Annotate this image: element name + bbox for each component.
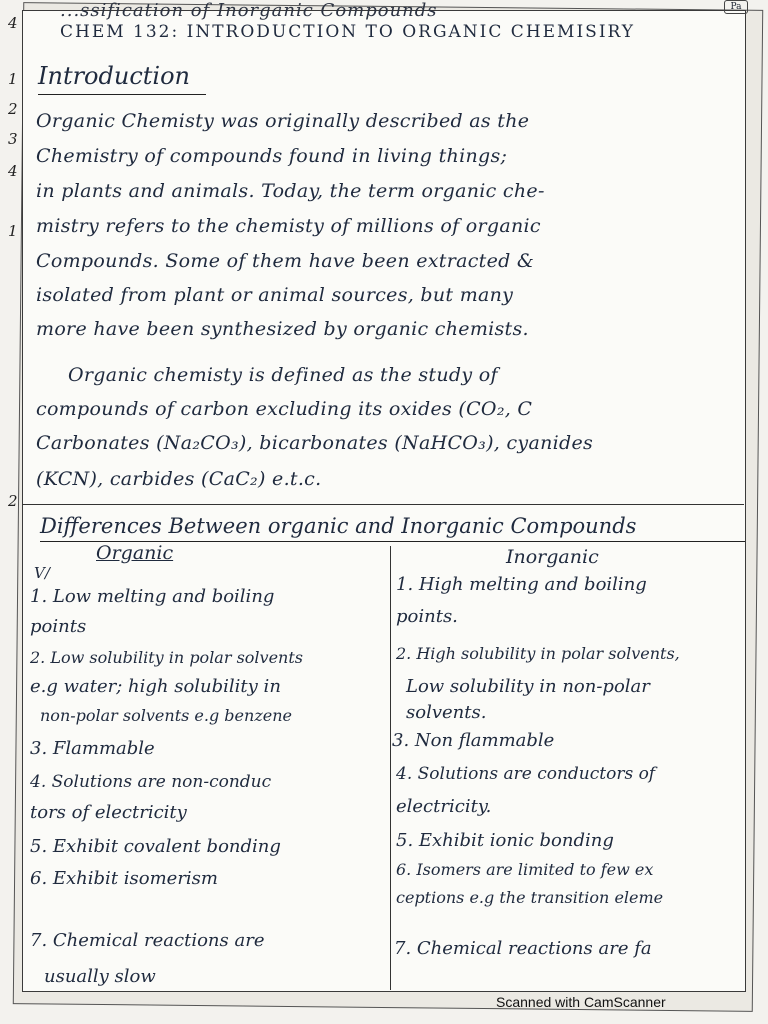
inorganic-item-line: points. (396, 606, 458, 627)
margin-number: 2 (8, 100, 18, 118)
organic-item-line: points (30, 616, 87, 637)
inorganic-item-line: electricity. (396, 796, 492, 817)
inorganic-item-line: 4. Solutions are conductors of (396, 764, 656, 784)
margin-number: 3 (8, 130, 18, 148)
inorganic-item-line: 6. Isomers are limited to few ex (396, 860, 654, 879)
organic-item-line: 4. Solutions are non-conduc (30, 772, 272, 792)
course-title: CHEM 132: INTRODUCTION TO ORGANIC CHEMISIRY (60, 22, 636, 42)
inorganic-item-line: 7. Chemical reactions are fa (394, 938, 652, 959)
inorganic-item-line: 1. High melting and boiling (396, 574, 647, 595)
definition-line: (KCN), carbides (CaC₂) e.t.c. (36, 468, 322, 490)
intro-line: Organic Chemisty was originally described as the (36, 110, 530, 132)
definition-line: compounds of carbon excluding its oxides (CO₂, C (36, 398, 533, 420)
organic-item-line: 6. Exhibit isomerism (30, 868, 218, 889)
organic-item-line: non-polar solvents e.g benzene (40, 706, 292, 725)
inorganic-item-line: Low solubility in non-polar (406, 676, 650, 697)
margin-number: 2 (8, 492, 18, 510)
tick-mark: V/ (34, 564, 50, 582)
organic-item-line: 3. Flammable (30, 738, 155, 759)
inorganic-item-line: 3. Non flammable (392, 730, 555, 751)
organic-item-line: 7. Chemical reactions are (30, 930, 265, 951)
organic-item-line: 1. Low melting and boiling (30, 586, 275, 607)
definition-line: Organic chemisty is defined as the study of (68, 364, 498, 386)
organic-item-line: e.g water; high solubility in (30, 676, 281, 697)
intro-line: mistry refers to the chemisty of millions of organic (36, 215, 541, 237)
organic-item-line: usually slow (44, 966, 156, 987)
organic-item-line: tors of electricity (30, 802, 187, 823)
corner-mark: Pa (724, 0, 748, 14)
margin-number: 4 (8, 14, 18, 32)
section-divider (22, 504, 744, 505)
definition-line: Carbonates (Na₂CO₃), bicarbonates (NaHCO₃), cyanides (36, 432, 594, 454)
camscanner-watermark: Scanned with CamScanner (496, 994, 666, 1010)
column-divider (390, 546, 391, 990)
inorganic-item-line: ceptions e.g the transition eleme (396, 888, 664, 907)
column-heading-inorganic: Inorganic (506, 546, 599, 568)
organic-item-line: 2. Low solubility in polar solvents (30, 648, 303, 667)
column-heading-organic: Organic (96, 542, 174, 564)
section-title-differences: Differences Between organic and Inorganic Compounds (40, 514, 637, 538)
title-underline (38, 94, 206, 95)
intro-line: in plants and animals. Today, the term organic che- (36, 180, 545, 202)
intro-line: isolated from plant or animal sources, but many (36, 284, 514, 306)
section-title-introduction: Introduction (38, 62, 190, 90)
inorganic-item-line: 5. Exhibit ionic bonding (396, 830, 614, 851)
margin-number: 1 (8, 222, 18, 240)
margin-number: 1 (8, 70, 18, 88)
organic-item-line: 5. Exhibit covalent bonding (30, 836, 281, 857)
intro-line: more have been synthesized by organic chemists. (36, 318, 529, 340)
intro-line: Chemistry of compounds found in living things; (36, 145, 508, 167)
intro-line: Compounds. Some of them have been extracted & (36, 250, 535, 272)
inorganic-item-line: 2. High solubility in polar solvents, (396, 644, 680, 663)
inorganic-item-line: solvents. (406, 702, 487, 723)
cut-off-header-line: ...ssification of Inorganic Compounds (60, 0, 438, 21)
margin-number: 4 (8, 162, 18, 180)
